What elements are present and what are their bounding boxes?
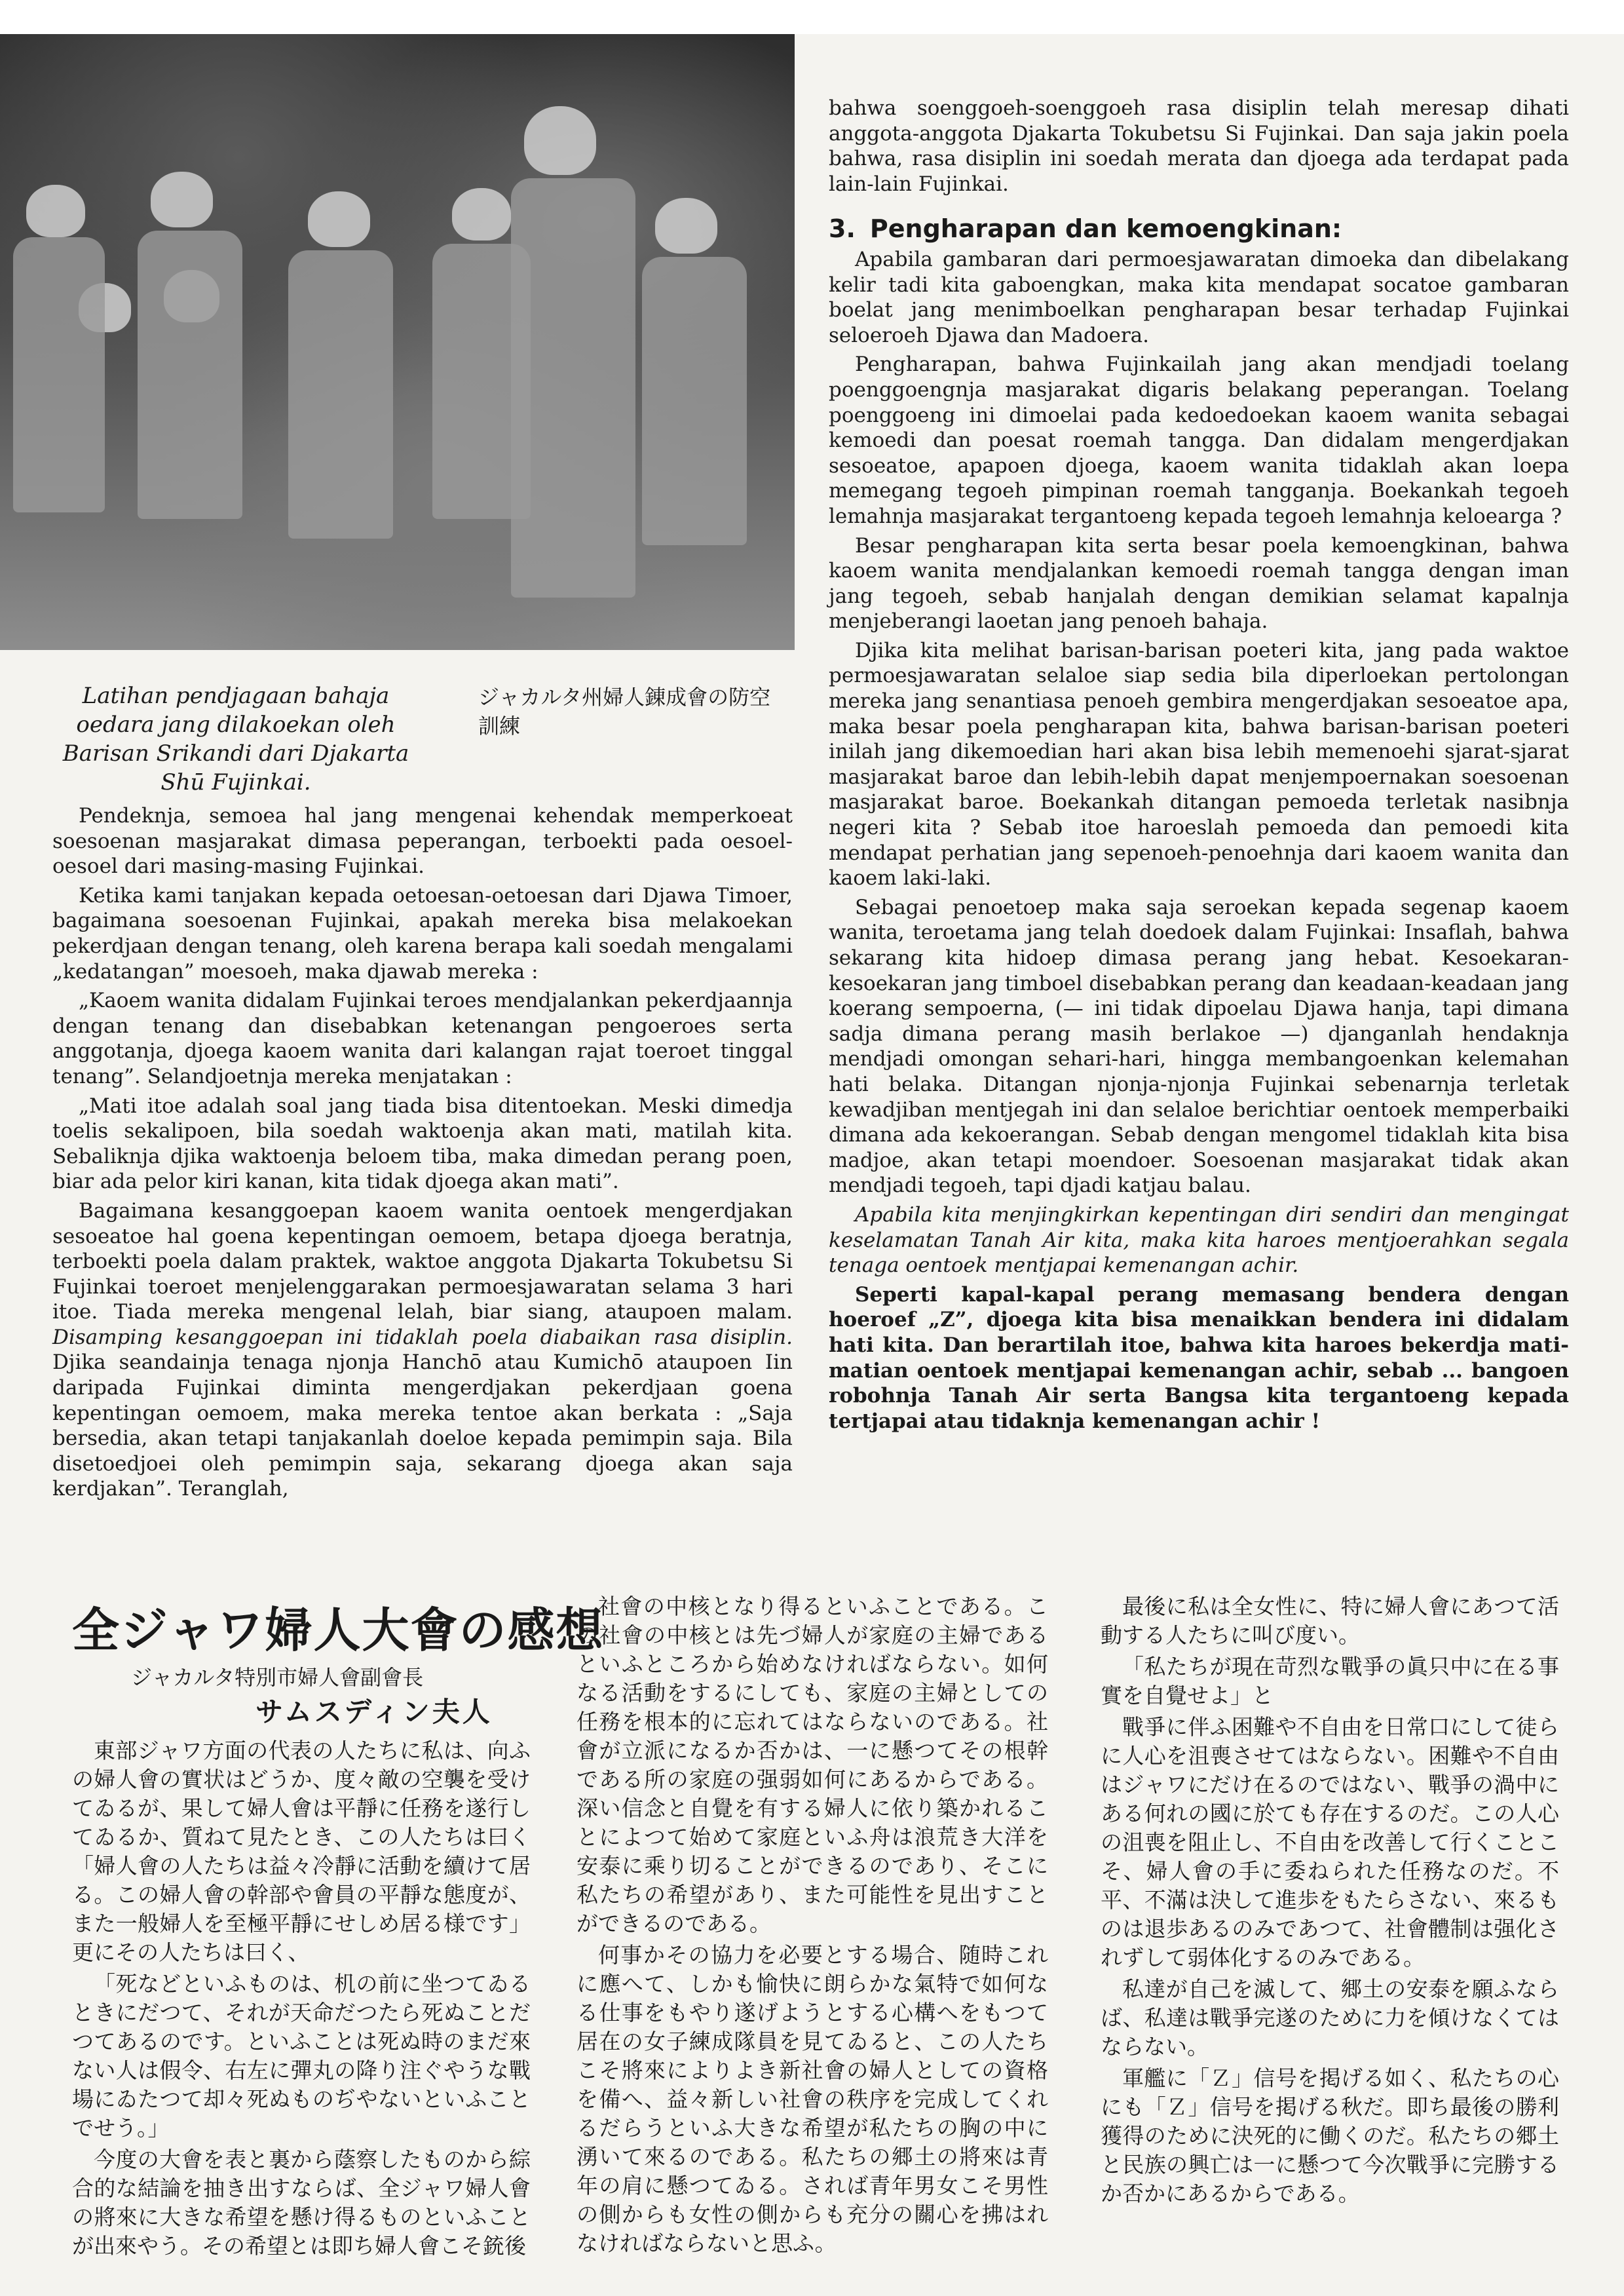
paragraph: Besar pengharapan kita serta besar poela kemoengkinan, bahwa kaoem wanita mendjalankan kemoedi roemah tangga dengan iman jang tegoeh, sebab hanjalah dengan demikian selamat kapalnja menjeberangi laoetan jang penoeh bahaja. [829,533,1569,634]
jp-paragraph: 軍艦に「Ｚ」信号を掲げる如く、私たちの心にも「Ｚ」信号を掲げる秋だ。即ち最後の勝利獲得のために決死的に働くのだ。私たちの郷土と民族の興亡は一に懸つて今次戰爭に完勝するか否かにあるからである。 [1101,2065,1559,2206]
text-run-italic: Disamping kesanggoepan ini tidaklah poela diabaikan rasa disiplin. [52,1325,793,1349]
text-run: Djika seandainja tenaga njonja Hanchō atau Kumichō ataupoen Iin daripada Fujinkai diminta mengerdjakan pekerdjaan goena kepentingan oemoem, maka mereka tentoe akan berkata : „Saja bersedia, akan tetapi tanjakanlah doeloe kepada pemimpin saja. Bila disetoedjoei oleh pemimpin saja, sekarang djoega akan saja kerdjakan”. Teranglah, [52,1350,793,1501]
jp-paragraph: 社會の中核となり得るといふことである。この社會の中核とは先づ婦人が家庭の主婦であるといふところから始めなければならない。如何なる活動をするにしても、家庭の主婦としての任務を根本的に忘れてはならないのである。社會が立派になるか否かは、一に懸つてその根幹である所の家庭の强弱如何にあるからである。深い信念と自覺を有する婦人に依り築かれることによつて始めて家庭といふ舟は浪荒き大洋を安泰に乘り切ることができるのであり、そこに私たちの希望があり、また可能性を見出すことができるのである。 [576,1594,1048,1936]
jp-paragraph: 私達が自己を滅して、郷土の安泰を願ふならば、私達は戰爭完遂のために力を傾けなくてはならない。 [1101,1976,1559,2059]
jp-article-author: サムスディン夫人 [255,1696,493,1728]
jp-paragraph: 最後に私は全女性に、特に婦人會にあつて活動する人たちに叫び度い。 [1101,1594,1559,1648]
jp-article-subtitle: ジャカルタ特別市婦人會副會長 [131,1665,424,1690]
paragraph-italic: Apabila kita menjingkirkan kepentingan diri sendiri dan mengingat keselamatan Tanah Air kita, maka kita haroes mentjoerahkan segala tenaga oentoek mentjapai kemenangan achir. [829,1202,1569,1278]
jp-paragraph: 東部ジャワ方面の代表の人たちに私は、向ふの婦人會の實状はどうか、度々敵の空襲を受けてゐるが、果して婦人會は平靜に任務を遂行してゐるか、質ねて見たとき、この人たちは曰く「婦人會の人たちは益々冷靜に活動を續けて居る。この婦人會の幹部や會員の平靜な態度が、また一般婦人を至極平靜にせしめ居る様です」更にその人たちは曰く、 [72,1738,531,1965]
photo-caption-indonesian: Latihan pendjagaan bahaja oedara jang dilakoekan oleh Barisan Srikandi dari Djakarta Shū Fujinkai. [62,683,409,795]
paragraph: Djika kita melihat barisan-barisan poeteri kita, jang pada waktoe permoesjawaratan selaloe siap sedia bila diperloekan pertolongan mereka jang senantiasa penoeh gembira mengerdjakan sesoeatoe apa, maka besar poela pengharapan kita, bahwa barisan-barisan poeteri inilah jang dikemoedian hari akan bisa lebih memenoehi sjarat-sjarat masjarakat baroe dan lebih-lebih dapat menjempoernakan soesoenan masjarakat baroe. Boekankah ditangan pemoeda terletak nasibnja negeri kita ? Sebab itoe haroeslah pemoeda dan pemoedi kita mendapat perhatian jang sepenoeh-penoehnja dari kaoem wanita dan kaoem laki-laki. [829,638,1569,890]
paragraph: Apabila gambaran dari permoesjawaratan dimoeka dan dibelakang kelir tadi kita gaboengkan, maka kita mendapat socatoe gambaran boelat jang menimboelkan pengharapan besar terhadap Fujinkai seloeroeh Djawa dan Madoera. [829,247,1569,347]
jp-column-1 [72,1736,531,2263]
jp-paragraph: 何事かその協力を必要とする場合、随時これに應へて、しかも愉快に朗らかな氣特で如何なる仕事をもやり遂げようとする心構へをもつて居在の女子練成隊員を見てゐると、この人たちこそ將來によりよき新社會の婦人としての資格を備へ、益々新しい社會の秩序を完成してくれるだらうといふ大きな希望が私たちの胸の中に湧いて來るのである。私たちの郷土の將來は青年の肩に懸つてゐる。されば青年男女こそ男性の側からも女性の側からも充分の關心を拂はれなければならないと思ふ。 [576,1942,1048,2256]
jp-paragraph: 戰爭に伴ふ困難や不自由を日常口にして徒らに人心を沮喪させてはならない。困難や不自由はジャワにだけ在るのではない、戰爭の渦中にある何れの國に於ても存在するのだ。この人心の沮喪を阻止し、不自由を改善して行くことこそ、婦人會の手に委ねられた任務なのだ。不平、不滿は決して進歩をもたらさない、來るものは退歩あるのみであつて、社會體制は强化されずして弱体化するのみである。 [1101,1714,1559,1970]
section-heading [829,216,1569,242]
paragraph: Pengharapan, bahwa Fujinkailah jang akan mendjadi toelang poenggoengnja masjarakat digaris belakang peperangan. Toelang poenggoeng ini dimoelai pada kedoedoekan kaoem wanita sebagai kemoedi dan poesat roemah tangga. Dan didalam mengerdjakan sesoeatoe, apapoen djoega, kaoem wanita tidaklah akan loepa memegang tegoeh pimpinan roemah tangganja. Boekankah tegoeh lemahnja masjarakat tergantoeng kepada tegoeh lemahnja keloearga ? [829,353,1569,528]
photo-caption-japanese: ジャカルタ州婦人錬成會の防空訓練 [478,685,771,738]
right-column [829,96,1569,1438]
paragraph-bold: Seperti kapal-kapal perang memasang bendera dengan hoeroef „Z”, djoega kita bisa menaikkan bendera ini didalam hati kita. Dan berartilah itoe, bahwa kita haroes bekerdja mati-matian oentoek mentjapai kemenangan achir, sebab ... bangoen robohnja Tanah Air serta Bangsa kita tergantoeng kepada tertjapai atau tidaknja kemenangan achir ! [829,1282,1569,1433]
paragraph: Pendeknja, semoea hal jang mengenai kehendak memperkoeat soesoenan masjarakat dimasa peperangan, terboekti pada oesoel-oesoel dari masing-masing Fujinkai. [52,804,793,879]
air-raid-training-photo [0,34,795,650]
paragraph: Sebagai penoetoep maka saja seroekan kepada segenap kaoem wanita, teroetama jang telah doedoek dalam Fujinkai: Insaflah, bahwa sekarang kita hidoep dimasa perang jang hebat. Kesoekaran-kesoekaran jang timboel disebabkan perang dan keadaan-keadaan jang koerang sempoerna, (— ini tidak dipoelau Djawa hanja, tapi dimana sadja dimana perang masih berlakoe —) djanganlah hendaknja mendjadi omongan sehari-hari, hingga membangoenkan kelemahan hati belaka. Ditangan njonja-njonja Fujinkai sebenarnja terletak kewadjiban mentjegah ini dan selaloe berichtiar oentoek memperbaiki dimana ada kekoerangan. Sebab dengan mengomel tidaklah kita bisa madjoe, akan tetapi moendoer. Soesoenan masjarakat tidak akan mendjadi tegoeh, tapi djadi katjau balau. [829,895,1569,1198]
paragraph: bahwa soenggoeh-soenggoeh rasa disiplin telah meresap dihati anggota-anggota Djakarta Tokubetsu Si Fujinkai. Dan saja jakin poela bahwa, rasa disiplin ini soedah merata dan djoega ada terdapat pada lain-lain Fujinkai. [829,96,1569,196]
left-column [52,803,793,1506]
paragraph [52,1198,793,1502]
section-title: Pengharapan dan kemoengkinan: [869,214,1342,244]
jp-column-3 [1101,1592,1559,2211]
paragraph: „Kaoem wanita didalam Fujinkai teroes mendjalankan pekerdjaannja dengan tenang dan disebabkan ketenangan pengoeroes serta anggotanja, djoega kaoem wanita dari kalangan rajat toeroet tinggal tenang”. Selandjoetnja mereka menjatakan : [52,989,793,1088]
jp-column-2 [576,1592,1048,2261]
jp-article-title: 全ジャワ婦人大會の感想 [72,1602,605,1658]
paragraph: „Mati itoe adalah soal jang tiada bisa ditentoekan. Meski dimedja toelis sekalipoen, bila soedah waktoenja akan mati, matilah kita. Sebaliknja djika waktoenja beloem tiba, maka dimedan perang poen, biar ada pelor kiri kanan, kita tidak djoega akan mati”. [52,1094,793,1194]
jp-paragraph: 今度の大會を表と裏から蔭察したものから綜合的な結論を抽き出すならば、全ジャワ婦人會の將來に大きな希望を懸け得るものといふことが出來やう。その希望とは即ち婦人會こそ銃後 [72,2147,531,2259]
jp-paragraph: 「死などといふものは、机の前に坐つてゐるときにだつて、それが天命だつたら死ぬことだつてあるのです。といふことは死ぬ時のまだ來ない人は假令、右左に彈丸の降り注ぐやうな戰場にゐたつて却々死ぬものぢやないといふことでせう。」 [72,1971,531,2141]
text-run: Bagaimana kesanggoepan kaoem wanita oentoek mengerdjakan sesoeatoe hal goena kepentingan oemoem, betapa djoega beratnja, terboekti poela dalam praktek, waktoe anggota Djakarta Tokubetsu Si Fujinkai toeroet menjelenggarakan permoesjawaratan selama 3 hari itoe. Tiada mereka mengenal lelah, biar siang, ataupoen malam. [52,1198,793,1324]
paragraph: Ketika kami tanjakan kepada oetoesan-oetoesan dari Djawa Timoer, bagaimana soesoenan Fujinkai, apakah mereka bisa melakoekan pekerdjaan dengan tenang, oleh karena berapa kali soedah mengalami „kedatangan” moesoeh, maka djawab mereka : [52,883,793,984]
jp-paragraph: 「私たちが現在苛烈な戰爭の眞只中に在る事實を自覺せよ」と [1101,1654,1559,1708]
section-number: 3. [829,214,856,244]
